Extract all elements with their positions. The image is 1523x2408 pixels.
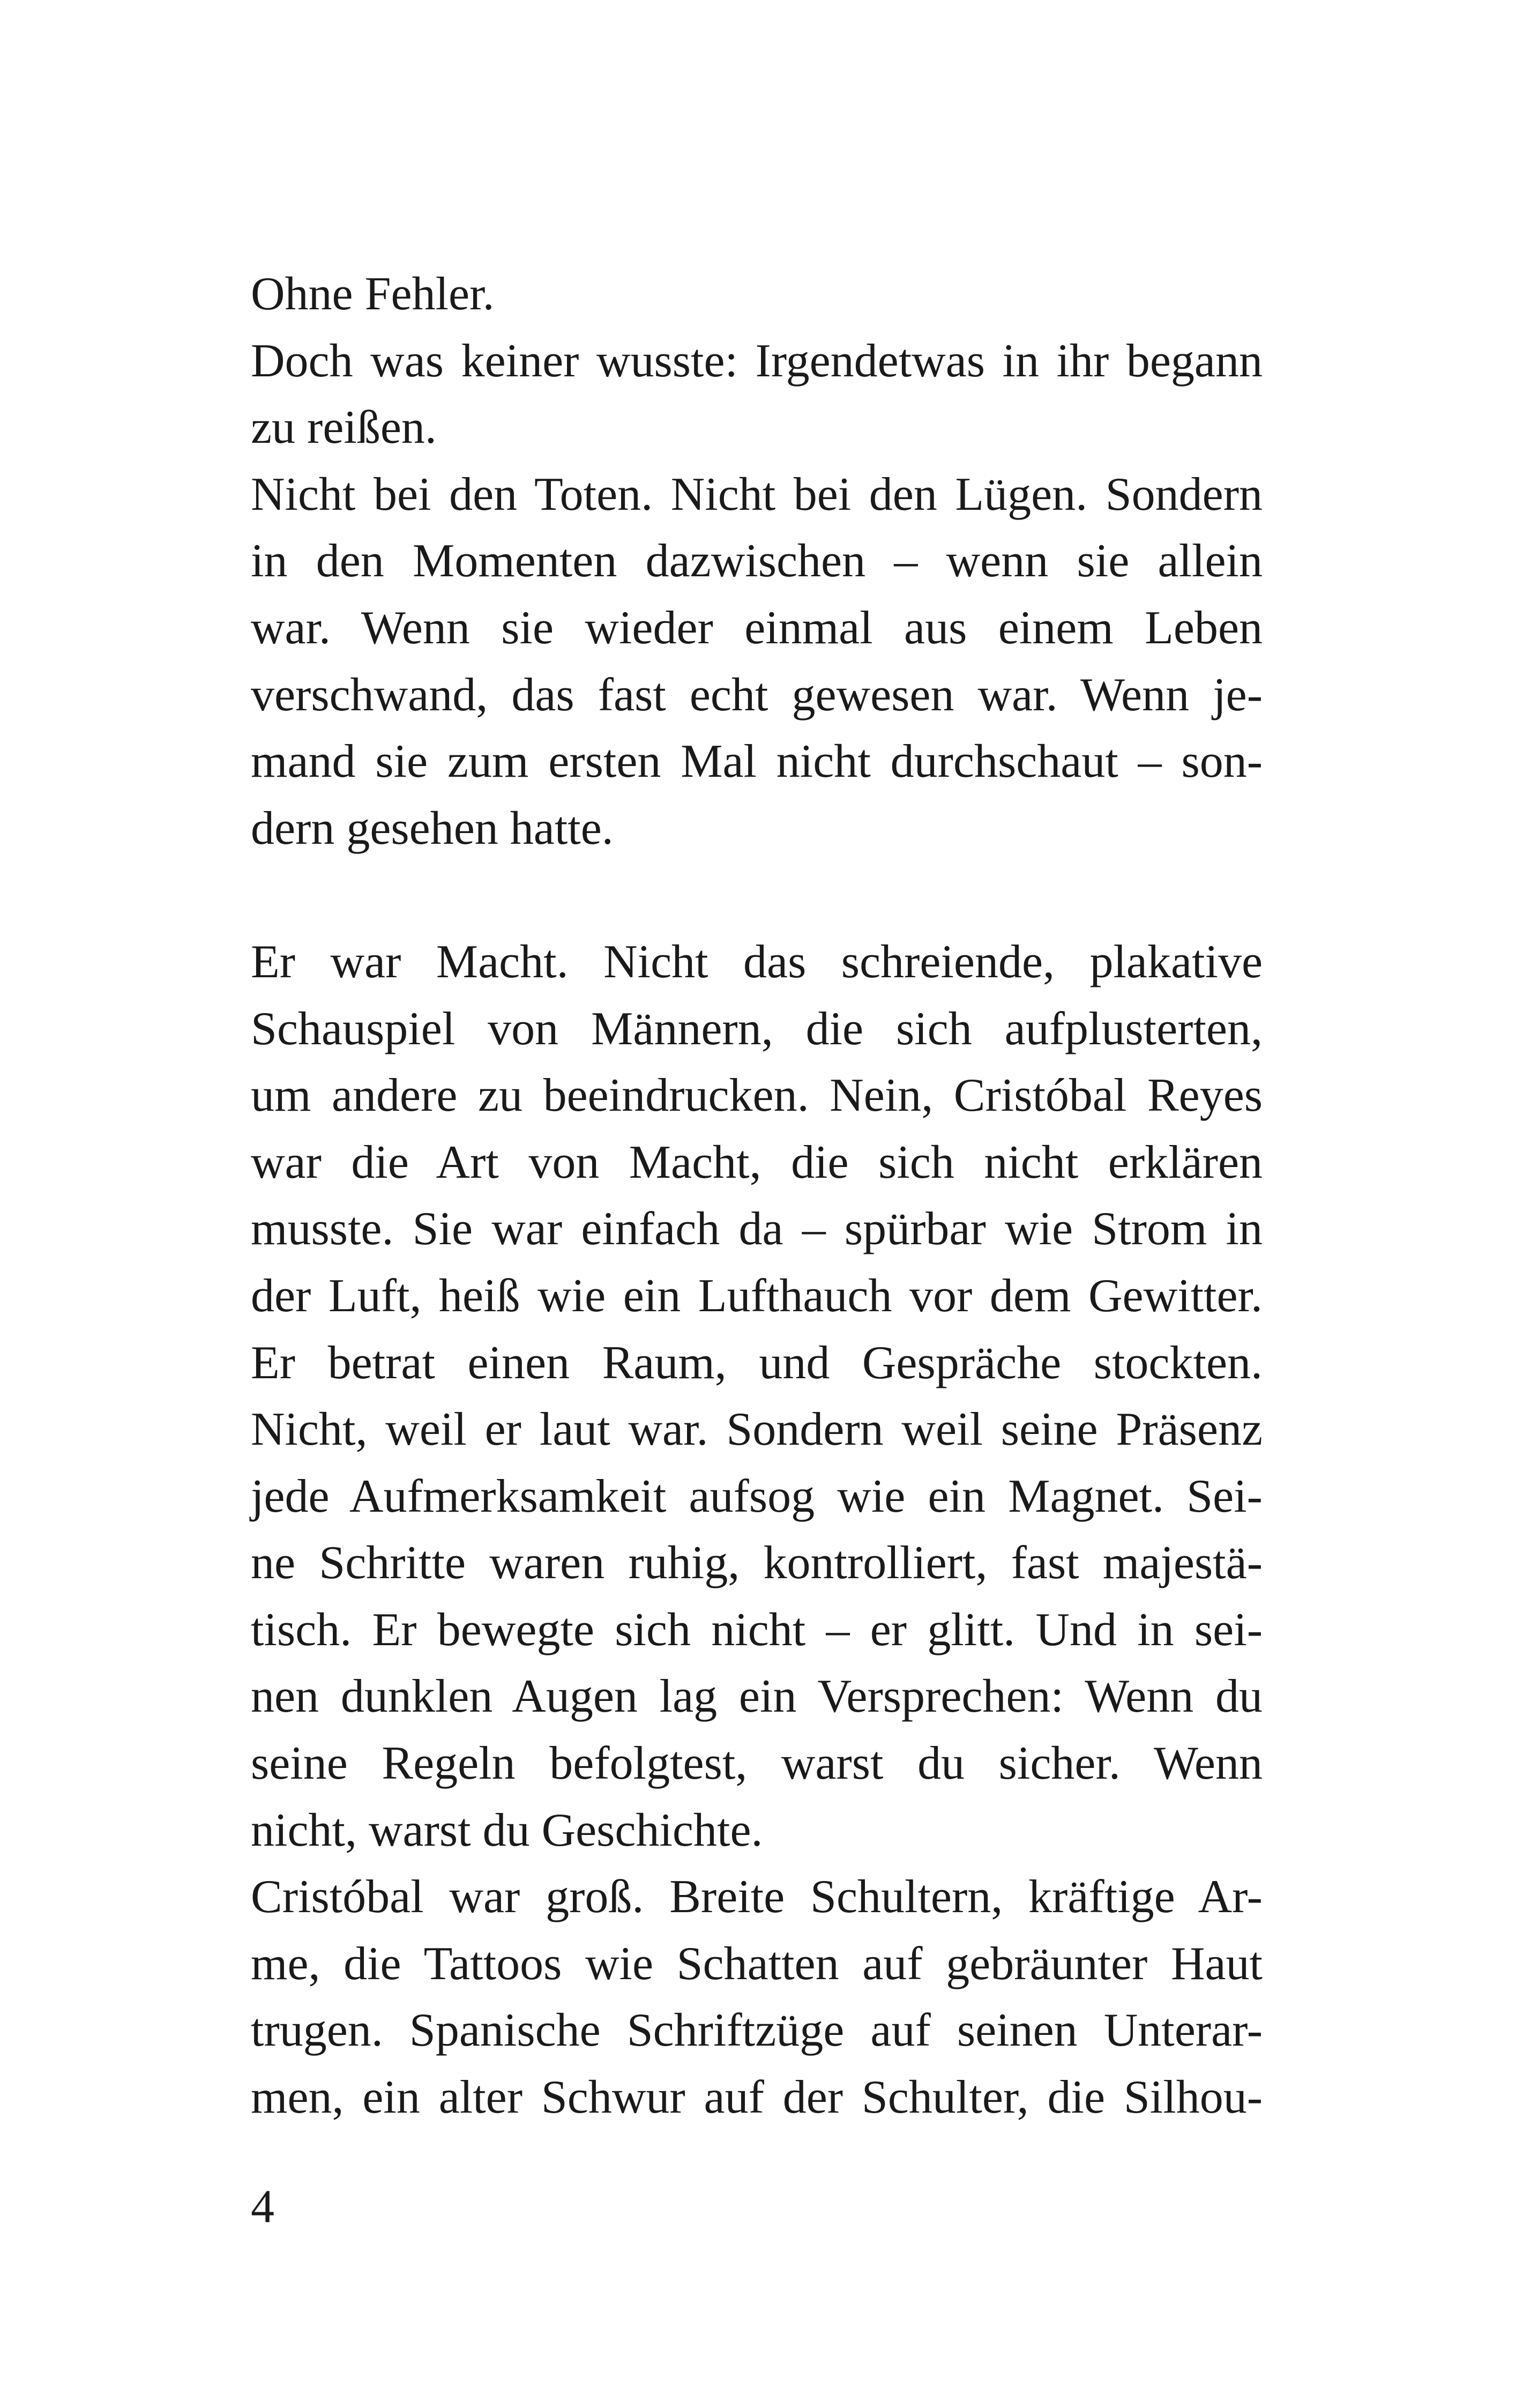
text-line: Cristóbal war groß. Breite Schultern, kräftige Ar- bbox=[251, 1871, 1263, 1923]
text-line: Nicht, weil er laut war. Sondern weil seine Präsenz bbox=[251, 1403, 1263, 1456]
text-line: war die Art von Macht, die sich nicht erklären bbox=[251, 1136, 1263, 1188]
paragraph bbox=[251, 261, 1263, 328]
body-text bbox=[251, 261, 1263, 2131]
paragraph bbox=[251, 462, 1263, 863]
text-line: Er betrat einen Raum, und Gespräche stockten. bbox=[251, 1336, 1263, 1389]
page-number: 4 bbox=[251, 2181, 274, 2233]
text-line: Ohne Fehler. bbox=[251, 268, 495, 320]
text-line: dern gesehen hatte. bbox=[251, 802, 614, 854]
text-line: zu reißen. bbox=[251, 402, 437, 454]
text-line: me, die Tattoos wie Schatten auf gebräunter Haut bbox=[251, 1937, 1263, 1990]
paragraph bbox=[251, 1864, 1263, 2131]
text-line: Doch was keiner wusste: Irgendetwas in ihr begann bbox=[251, 335, 1263, 387]
paragraph bbox=[251, 328, 1263, 462]
paragraph bbox=[251, 929, 1263, 1864]
text-line: nen dunklen Augen lag ein Versprechen: Wenn du bbox=[251, 1670, 1263, 1723]
text-line: in den Momenten dazwischen – wenn sie allein bbox=[251, 535, 1263, 588]
text-line: jede Aufmerksamkeit aufsog wie ein Magnet. Sei- bbox=[251, 1470, 1263, 1522]
text-line: um andere zu beeindrucken. Nein, Cristóbal Reyes bbox=[251, 1069, 1263, 1122]
text-line: ne Schritte waren ruhig, kontrolliert, fast majestä- bbox=[251, 1537, 1263, 1589]
text-line: trugen. Spanische Schriftzüge auf seinen Unterar- bbox=[251, 2004, 1263, 2057]
paragraph-spacer bbox=[251, 862, 1263, 929]
text-line: seine Regeln befolgtest, warst du sicher. Wenn bbox=[251, 1737, 1263, 1790]
text-line: tisch. Er bewegte sich nicht – er glitt. Und in sei- bbox=[251, 1603, 1263, 1656]
text-line: musste. Sie war einfach da – spürbar wie Strom in bbox=[251, 1203, 1263, 1255]
text-line: mand sie zum ersten Mal nicht durchschaut – son- bbox=[251, 735, 1263, 788]
text-line: men, ein alter Schwur auf der Schulter, die Silhou- bbox=[251, 2071, 1263, 2124]
text-line: verschwand, das fast echt gewesen war. Wenn je- bbox=[251, 668, 1263, 721]
text-line: Schauspiel von Männern, die sich aufplusterten, bbox=[251, 1002, 1263, 1055]
text-line: nicht, warst du Geschichte. bbox=[251, 1804, 763, 1856]
text-line: Er war Macht. Nicht das schreiende, plakative bbox=[251, 935, 1263, 988]
text-line: Nicht bei den Toten. Nicht bei den Lügen. Sondern bbox=[251, 468, 1263, 521]
text-line: der Luft, heiß wie ein Lufthauch vor dem Gewitter. bbox=[251, 1269, 1263, 1322]
text-line: war. Wenn sie wieder einmal aus einem Leben bbox=[251, 601, 1263, 654]
